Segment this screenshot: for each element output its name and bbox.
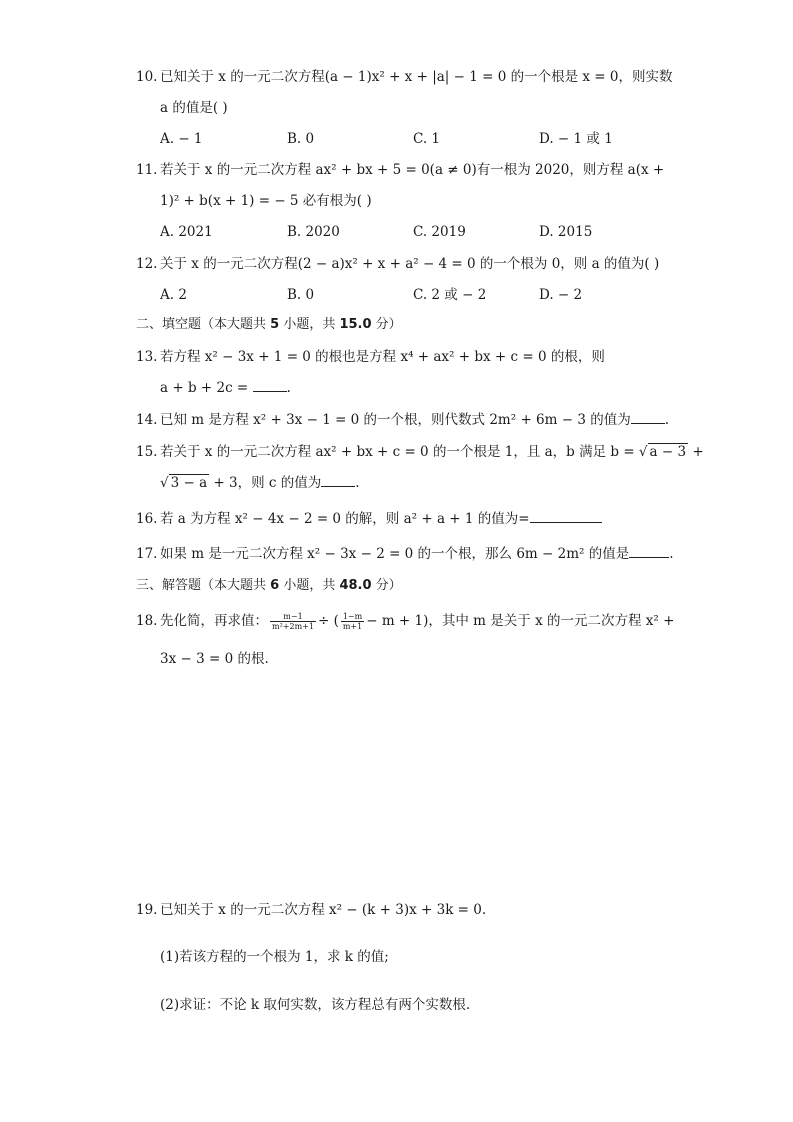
question-number: 11. xyxy=(136,162,158,178)
question-text: a + b + 2c = xyxy=(160,380,253,396)
option-c: C. 2 或 − 2 xyxy=(413,287,487,303)
question-19-part1: (1)若该方程的一个根为 1，求 k 的值; xyxy=(160,949,389,965)
question-text: 若方程 x² − 3x + 1 = 0 的根也是方程 x⁴ + ax² + bx + c = 0 的根，则 xyxy=(160,349,605,365)
question-number: 15. xyxy=(136,444,158,460)
question-text: − m + 1)，其中 m 是关于 x 的一元二次方程 x² + xyxy=(366,613,675,629)
fraction xyxy=(341,612,364,631)
punctuation: . xyxy=(664,412,670,428)
question-text: ÷ ( xyxy=(317,613,339,629)
question-19 xyxy=(136,901,486,919)
section-score: 15.0 xyxy=(339,317,372,332)
option-b: B. 0 xyxy=(287,131,315,147)
question-number: 17. xyxy=(136,546,158,562)
question-text: 若关于 x 的一元二次方程 ax² + bx + c = 0 的一个根是 1，且 a，b 满足 b = xyxy=(160,444,639,460)
question-18-line2: 3x − 3 = 0 的根. xyxy=(160,651,269,667)
punctuation: . xyxy=(286,380,291,396)
question-18 xyxy=(136,612,674,631)
question-number: 19. xyxy=(136,902,158,918)
option-b: B. 0 xyxy=(287,287,315,303)
option-d: D. 2015 xyxy=(539,224,593,240)
question-17 xyxy=(136,545,674,563)
question-text: + xyxy=(688,444,704,460)
section-text: 二、填空题（本大题共 xyxy=(136,317,271,332)
question-text: 先化简，再求值： xyxy=(160,613,268,629)
sqrt-expression: 3 − a xyxy=(170,475,208,491)
question-15: 15. 若关于 x 的一元二次方程 ax² + bx + c = 0 的一个根是 1，且 a，b 满足 b = √ a − 3 + xyxy=(136,444,704,460)
section-text: 分） xyxy=(371,317,402,332)
question-number: 14. xyxy=(136,412,158,428)
option-a: A. 2 xyxy=(160,287,187,303)
option-a: A. 2021 xyxy=(160,224,213,240)
question-text: 已知 m 是方程 x² + 3x − 1 = 0 的一个根，则代数式 2m² + 6m − 3 的值为 xyxy=(160,412,631,428)
section-count: 5 xyxy=(270,317,280,332)
punctuation: . xyxy=(355,475,360,491)
fraction-denominator: m+1 xyxy=(342,622,363,631)
option-d: D. − 1 或 1 xyxy=(539,131,613,147)
answer-blank[interactable] xyxy=(631,411,665,424)
answer-blank[interactable] xyxy=(253,379,287,392)
question-15-line2: √ 3 − a + 3，则 c 的值为 . xyxy=(160,475,360,491)
section-score: 48.0 xyxy=(339,578,372,593)
question-11-line2: 1)² + b(x + 1) = − 5 必有根为( ) xyxy=(160,193,372,209)
question-13-line2 xyxy=(160,379,291,397)
option-b: B. 2020 xyxy=(287,224,340,240)
fraction-numerator: m−1 xyxy=(270,612,316,622)
question-10 xyxy=(136,68,672,86)
question-number: 12. xyxy=(136,256,158,272)
question-text: 已知关于 x 的一元二次方程 x² − (k + 3)x + 3k = 0. xyxy=(160,902,487,918)
answer-blank[interactable] xyxy=(530,510,602,523)
section-answer-heading xyxy=(136,577,402,595)
option-c: C. 1 xyxy=(413,131,441,147)
question-number: 18. xyxy=(136,613,158,629)
option-d: D. − 2 xyxy=(539,287,583,303)
question-12 xyxy=(136,255,659,273)
question-19-part2: (2)求证：不论 k 取何实数，该方程总有两个实数根. xyxy=(160,997,471,1013)
section-text: 小题，共 xyxy=(279,317,340,332)
question-13 xyxy=(136,348,605,366)
question-number: 10. xyxy=(136,69,158,85)
section-text: 分） xyxy=(371,578,402,593)
section-text: 三、解答题（本大题共 xyxy=(136,578,271,593)
question-11 xyxy=(136,161,664,179)
question-text: 已知关于 x 的一元二次方程(a − 1)x² + x + |a| − 1 = 0 的一个根是 x = 0，则实数 xyxy=(160,69,673,85)
fraction-numerator: 1−m xyxy=(342,612,363,621)
question-14 xyxy=(136,411,669,429)
question-text: 若关于 x 的一元二次方程 ax² + bx + 5 = 0(a ≠ 0)有一根为 2020，则方程 a(x + xyxy=(160,162,665,178)
punctuation: . xyxy=(669,546,674,562)
question-10-line2: a 的值是( ) xyxy=(160,100,228,116)
question-text: 如果 m 是一元二次方程 x² − 3x − 2 = 0 的一个根，那么 6m − 2m² 的值是 xyxy=(160,546,630,562)
question-number: 16. xyxy=(136,511,158,527)
section-count: 6 xyxy=(270,578,280,593)
question-text: + 3，则 c 的值为 xyxy=(209,475,322,491)
answer-blank[interactable] xyxy=(629,545,669,558)
option-a: A. − 1 xyxy=(160,131,203,147)
question-text: 关于 x 的一元二次方程(2 − a)x² + x + a² − 4 = 0 的一个根为 0，则 a 的值为( ) xyxy=(160,256,660,272)
fraction-denominator: m²+2m+1 xyxy=(272,622,314,631)
answer-blank[interactable] xyxy=(321,474,355,487)
sqrt-expression: a − 3 xyxy=(649,444,687,460)
question-number: 13. xyxy=(136,349,158,365)
section-text: 小题，共 xyxy=(279,578,340,593)
fraction xyxy=(270,612,316,631)
question-text: 若 a 为方程 x² − 4x − 2 = 0 的解，则 a² + a + 1 的值为= xyxy=(160,511,530,527)
section-fill-in-heading xyxy=(136,316,402,334)
option-c: C. 2019 xyxy=(413,224,466,240)
question-16 xyxy=(136,510,602,528)
